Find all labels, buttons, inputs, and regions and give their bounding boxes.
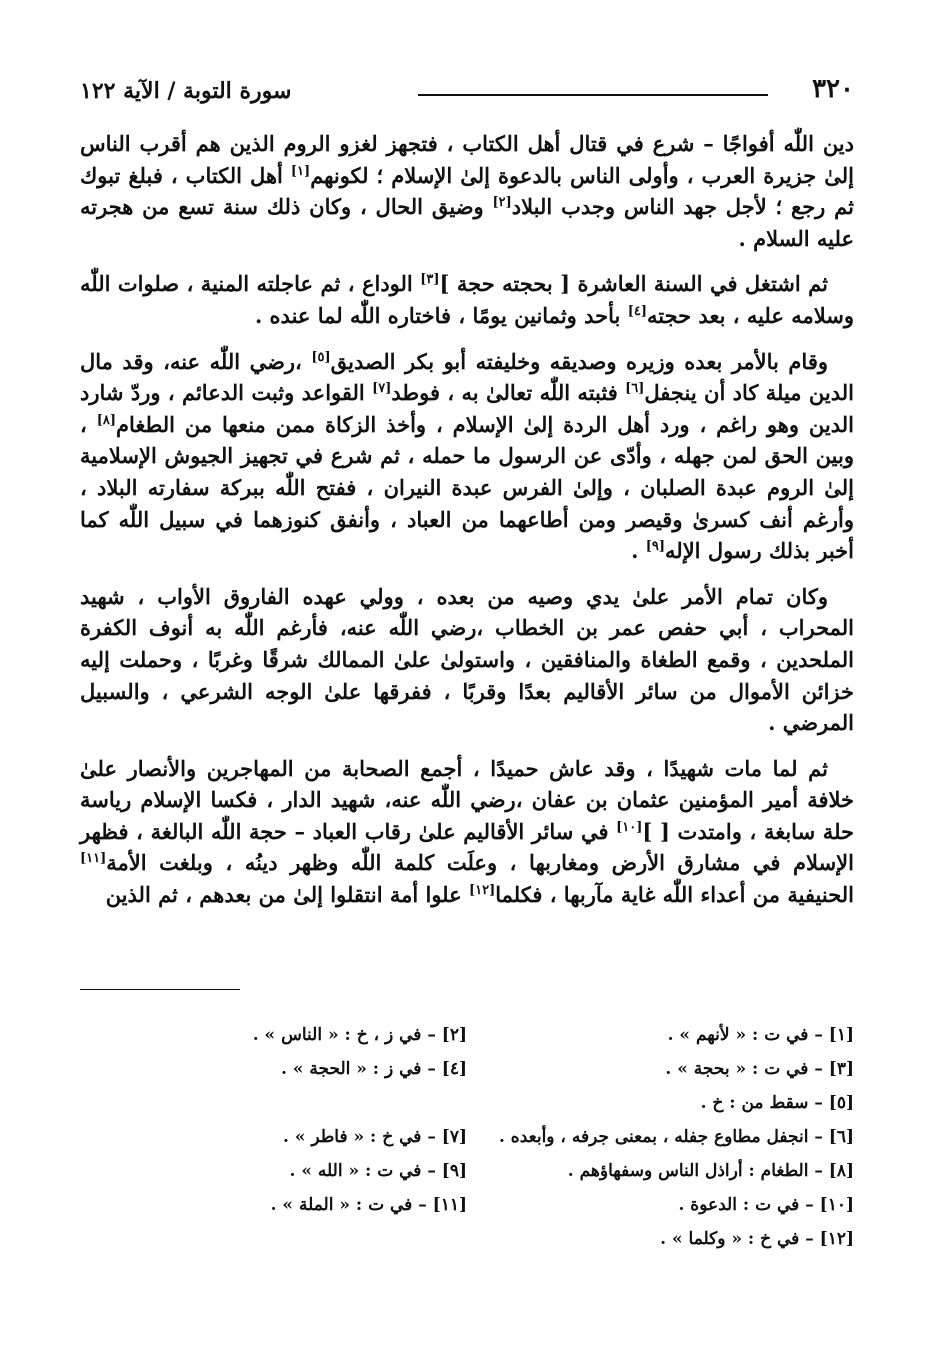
paragraph-text: فثبته اللّٰه تعالىٰ به ، فوطد [391, 380, 626, 406]
footnote-item: [٦] – انجفل مطاوع جفله ، بمعنى جرفه ، وأبعده . [498, 1127, 854, 1147]
running-title: سورة التوبة / الآية ١٢٢ [80, 78, 292, 104]
footnote-row [80, 1154, 854, 1188]
footnote-marker: [٨] [96, 412, 116, 428]
footnote-row [80, 1086, 854, 1120]
paragraph-text: وضيق الحال ، وكان ذلك سنة تسع من هجرته عليه السلام . [80, 194, 854, 251]
page-header [80, 72, 854, 112]
footnote-row [80, 1018, 854, 1052]
footnote-marker: [٧] [372, 381, 392, 397]
paragraph-text: بأحد وثمانين يومًا ، فاختاره اللّٰه لما عنده . [254, 302, 628, 328]
paragraph-text: ثم اشتغل في السنة العاشرة [ بحجته حجة ] [439, 271, 828, 297]
footnote-marker: [٦] [625, 381, 645, 397]
paragraph [80, 753, 854, 911]
paragraph-text: . [631, 538, 646, 564]
paragraph [80, 268, 854, 331]
footnote-item: [٩] – في ت : « الله » . [289, 1161, 467, 1181]
footnote-marker: [٤] [627, 303, 647, 319]
paragraph-text: الوداع ، ثم عاجلته المنية ، صلوات اللّٰه وسلامه عليه ، بعد حجته [80, 271, 854, 328]
paragraph-text: الحنيفية من أعداء اللّٰه غاية مآربها ، فكلما [495, 882, 854, 908]
paragraph [80, 581, 854, 739]
paragraph-text: ،رضي اللّٰه عنه، وقد مال الدين ميلة كاد أن ينجفل [80, 348, 854, 406]
footnote-row [80, 1052, 854, 1086]
paragraph-text: في سائر الأقاليم علىٰ رقاب العباد – حجة اللّٰه البالغة ، فظهر الإسلام في مشارق الأرض ومغاربها ، وعلَت كلمة اللّٰه وظهر دينُه ، وبلغت الأمة [80, 818, 854, 876]
footnote-marker: [١١] [80, 851, 107, 867]
footnote-separator [80, 989, 240, 990]
footnote-marker: [١٢] [468, 883, 496, 899]
paragraph-text: أهل الكتاب ، فبلغ تبوك ثم رجع ؛ لأجل جهد الناس وجدب البلاد [80, 162, 854, 220]
footnote-marker: [٢] [492, 195, 512, 211]
paragraph-text: القواعد وثبت الدعائم ، وردّ شارد الدين وهو راغم ، ورد أهل الردة إلىٰ الإسلام ، وأخذ الزكاة ممن منعها من الطغام [80, 380, 854, 437]
paragraph-text: علوا أمة انتقلوا إلىٰ من بعدهم ، ثم الذين [105, 882, 469, 908]
footnote-marker: [٣] [420, 272, 440, 288]
footnote-item: [٤] – في ز : « الحجة » . [281, 1059, 467, 1079]
paragraph-text: ثم لما مات شهيدًا ، وقد عاش حميدًا ، أجمع الصحابة من المهاجرين والأنصار علىٰ خلافة أمير المؤمنين عثمان بن عفان ،رضي اللّٰه عنه، شهيد الدار ، فكسا الإسلام رياسة حلة سابغة ، وامتدت [ ] [80, 755, 854, 844]
paragraph [80, 346, 854, 567]
footnote-item: [٥] – سقط من : خ . [700, 1093, 854, 1113]
footnote-item: [٨] – الطغام : أراذل الناس وسفهاؤهم . [567, 1161, 854, 1181]
footnote-item: [٣] – في ت : « بحجة » . [665, 1059, 854, 1079]
paragraph [80, 128, 854, 254]
page-number: ٣٢٠ [812, 74, 854, 104]
footnote-item: [١١] – في ت : « الملة » . [270, 1195, 467, 1215]
paragraph-text: وقام بالأمر بعده وزيره وصديقه وخليفته أبو بكر الصديق [330, 348, 829, 374]
footnotes [80, 1018, 854, 1256]
footnote-item: [٢] – في ز ، خ : « الناس » . [252, 1025, 467, 1045]
main-text [80, 128, 854, 925]
footnote-item: [١] – في ت : « لأنهم » . [667, 1025, 854, 1045]
paragraph-text: ، وبين الحق لمن جهله ، وأدّى عن الرسول ما حمله ، ثم شرع في تجهيز الجيوش الإسلامية إلىٰ الروم عبدة الصلبان ، وإلىٰ الفرس عبدة النيران ، ففتح اللّٰه ببركة سفارته البلاد ، وأرغم أنف كسرىٰ وقيصر ومن أطاعهما من العباد ، وأنفق كنوزهما في سبيل اللّٰه كما أخبر بذلك رسول الإله [80, 411, 854, 564]
footnote-row [80, 1188, 854, 1222]
footnote-marker: [٥] [311, 349, 331, 365]
footnote-item: [١٢] – في خ : « وكلما » . [660, 1229, 854, 1249]
header-rule [418, 94, 768, 96]
footnote-item: [١٠] – في ت : الدعوة . [678, 1195, 854, 1215]
footnote-row [80, 1120, 854, 1154]
paragraph-text: دين اللّٰه أفواجًا – شرع في قتال أهل الكتاب ، فتجهز لغزو الروم الذين هم أقرب الناس إلىٰ جزيرة العرب ، وأولى الناس بالدعوة إلىٰ الإسلام ؛ لكونهم [80, 131, 855, 188]
footnote-marker: [٩] [645, 539, 666, 555]
paragraph-text: وكان تمام الأمر علىٰ يدي وصيه من بعده ، وولي عهده الفاروق الأواب ، شهيد المحراب ، أبي حفص عمر بن الخطاب ،رضي اللّٰه عنه، فأرغم اللّٰه به أنوف الكفرة الملحدين ، وقمع الطغاة والمنافقين ، واستولىٰ علىٰ الممالك شرقًا وغربًا ، وحملت إليه خزائن الأموال من سائر الأقاليم بعدًا وقربًا ، ففرقها علىٰ الوجه الشرعي ، والسبيل المرضي . [80, 583, 854, 736]
footnote-row [80, 1222, 854, 1256]
footnote-marker: [١٠] [616, 819, 643, 835]
footnote-item: [٧] – في خ : « فاطر » . [282, 1127, 467, 1147]
footnote-marker: [١] [290, 163, 311, 179]
